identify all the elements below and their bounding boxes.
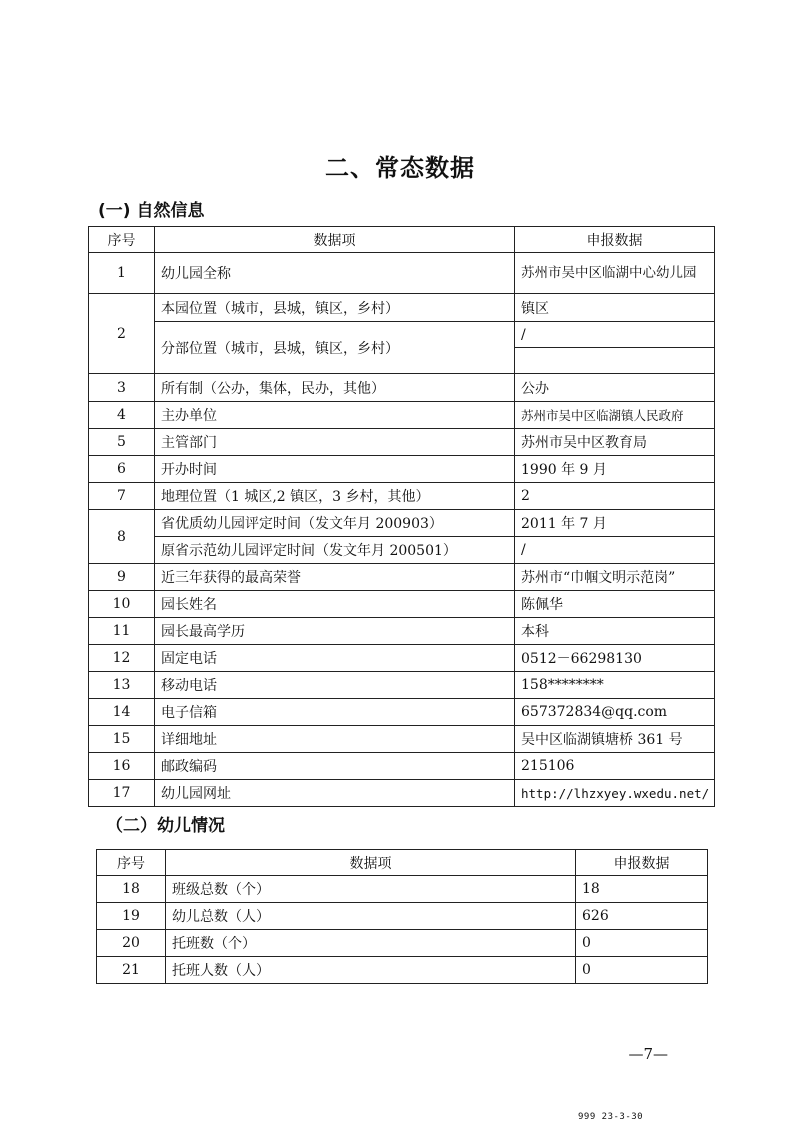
row-value: 苏州市“巾帼文明示范岗” — [515, 564, 715, 591]
row-no: 15 — [89, 726, 155, 753]
row-no: 21 — [97, 957, 166, 984]
natural-info-table — [88, 226, 715, 807]
row-no: 1 — [89, 253, 155, 294]
header-item: 数据项 — [155, 227, 515, 253]
row-item: 地理位置（1 城区,2 镇区，3 乡村，其他） — [155, 483, 515, 510]
row-item: 园长最高学历 — [155, 618, 515, 645]
table-row — [89, 253, 715, 294]
row-no: 3 — [89, 374, 155, 402]
table-row — [89, 483, 715, 510]
row-value: 158******** — [515, 672, 715, 699]
row-no: 16 — [89, 753, 155, 780]
row-no: 19 — [97, 903, 166, 930]
section-heading-natural-info: (一) 自然信息 — [98, 201, 205, 221]
table-row — [89, 564, 715, 591]
table-row — [89, 753, 715, 780]
row-value: 1990 年 9 月 — [515, 456, 715, 483]
row-item: 近三年获得的最高荣誉 — [155, 564, 515, 591]
row-item: 移动电话 — [155, 672, 515, 699]
row-no: 11 — [89, 618, 155, 645]
row-value: 0 — [576, 957, 708, 984]
table-row — [89, 699, 715, 726]
row-value: 215106 — [515, 753, 715, 780]
row-item: 电子信箱 — [155, 699, 515, 726]
header-value: 申报数据 — [515, 227, 715, 253]
table-row — [89, 294, 715, 322]
row-item: 幼儿园网址 — [155, 780, 515, 807]
row-value: 苏州市吴中区临湖中心幼儿园 — [515, 253, 715, 294]
header-value: 申报数据 — [576, 850, 708, 876]
row-value: 公办 — [515, 374, 715, 402]
row-no: 12 — [89, 645, 155, 672]
row-no: 7 — [89, 483, 155, 510]
row-value: 626 — [576, 903, 708, 930]
row-no: 20 — [97, 930, 166, 957]
header-item: 数据项 — [166, 850, 576, 876]
row-value: http://lhzxyey.wxedu.net/ — [515, 780, 715, 807]
table-header-row — [89, 227, 715, 253]
row-value: 657372834@qq.com — [515, 699, 715, 726]
table-header-row — [97, 850, 708, 876]
row-value: 18 — [576, 876, 708, 903]
table-row — [97, 957, 708, 984]
row-no: 14 — [89, 699, 155, 726]
row-value: 2 — [515, 483, 715, 510]
row-value: / — [515, 322, 715, 348]
row-no: 4 — [89, 402, 155, 429]
row-value: 陈佩华 — [515, 591, 715, 618]
page-number: —7— — [628, 1045, 668, 1063]
row-value: 本科 — [515, 618, 715, 645]
row-no: 13 — [89, 672, 155, 699]
row-item: 分部位置（城市，县城，镇区，乡村） — [155, 322, 515, 374]
row-value: 镇区 — [515, 294, 715, 322]
row-item: 本园位置（城市，县城，镇区，乡村） — [155, 294, 515, 322]
page-title: 二、常态数据 — [325, 154, 475, 182]
table-row — [89, 591, 715, 618]
row-item: 省优质幼儿园评定时间（发文年月 200903） — [155, 510, 515, 537]
table-row — [89, 726, 715, 753]
row-no: 9 — [89, 564, 155, 591]
row-item: 开办时间 — [155, 456, 515, 483]
row-value: 苏州市吴中区教育局 — [515, 429, 715, 456]
row-no: 8 — [89, 510, 155, 564]
header-no: 序号 — [97, 850, 166, 876]
table-row — [89, 672, 715, 699]
row-item: 园长姓名 — [155, 591, 515, 618]
row-item: 主管部门 — [155, 429, 515, 456]
row-value: 0 — [576, 930, 708, 957]
row-no: 6 — [89, 456, 155, 483]
table-row — [89, 429, 715, 456]
children-table — [96, 849, 708, 984]
row-item: 邮政编码 — [155, 753, 515, 780]
row-value: 吴中区临湖镇塘桥 361 号 — [515, 726, 715, 753]
table-row — [89, 618, 715, 645]
table-row — [97, 903, 708, 930]
table-row — [89, 510, 715, 537]
table-row — [89, 456, 715, 483]
section-heading-children: （二）幼儿情况 — [106, 816, 225, 836]
row-no: 2 — [89, 294, 155, 374]
row-value: / — [515, 537, 715, 564]
table-row — [89, 374, 715, 402]
row-no: 18 — [97, 876, 166, 903]
table-row — [89, 322, 715, 348]
row-value-empty — [515, 348, 715, 374]
row-value: 2011 年 7 月 — [515, 510, 715, 537]
table-row — [89, 645, 715, 672]
row-no: 5 — [89, 429, 155, 456]
table-row — [89, 537, 715, 564]
row-value: 苏州市吴中区临湖镇人民政府 — [515, 402, 715, 429]
row-item: 主办单位 — [155, 402, 515, 429]
row-item: 班级总数（个） — [166, 876, 576, 903]
row-no: 10 — [89, 591, 155, 618]
row-item: 托班人数（人） — [166, 957, 576, 984]
row-item: 详细地址 — [155, 726, 515, 753]
row-item: 所有制（公办，集体，民办，其他） — [155, 374, 515, 402]
footer-stamp: 999 23-3-30 — [578, 1112, 644, 1122]
row-no: 17 — [89, 780, 155, 807]
row-item: 原省示范幼儿园评定时间（发文年月 200501） — [155, 537, 515, 564]
table-row — [89, 780, 715, 807]
table-row — [89, 402, 715, 429]
row-item: 幼儿总数（人） — [166, 903, 576, 930]
header-no: 序号 — [89, 227, 155, 253]
table-row — [97, 930, 708, 957]
row-value: 0512－66298130 — [515, 645, 715, 672]
row-item: 固定电话 — [155, 645, 515, 672]
table-row — [97, 876, 708, 903]
row-item: 幼儿园全称 — [155, 253, 515, 294]
row-item: 托班数（个） — [166, 930, 576, 957]
